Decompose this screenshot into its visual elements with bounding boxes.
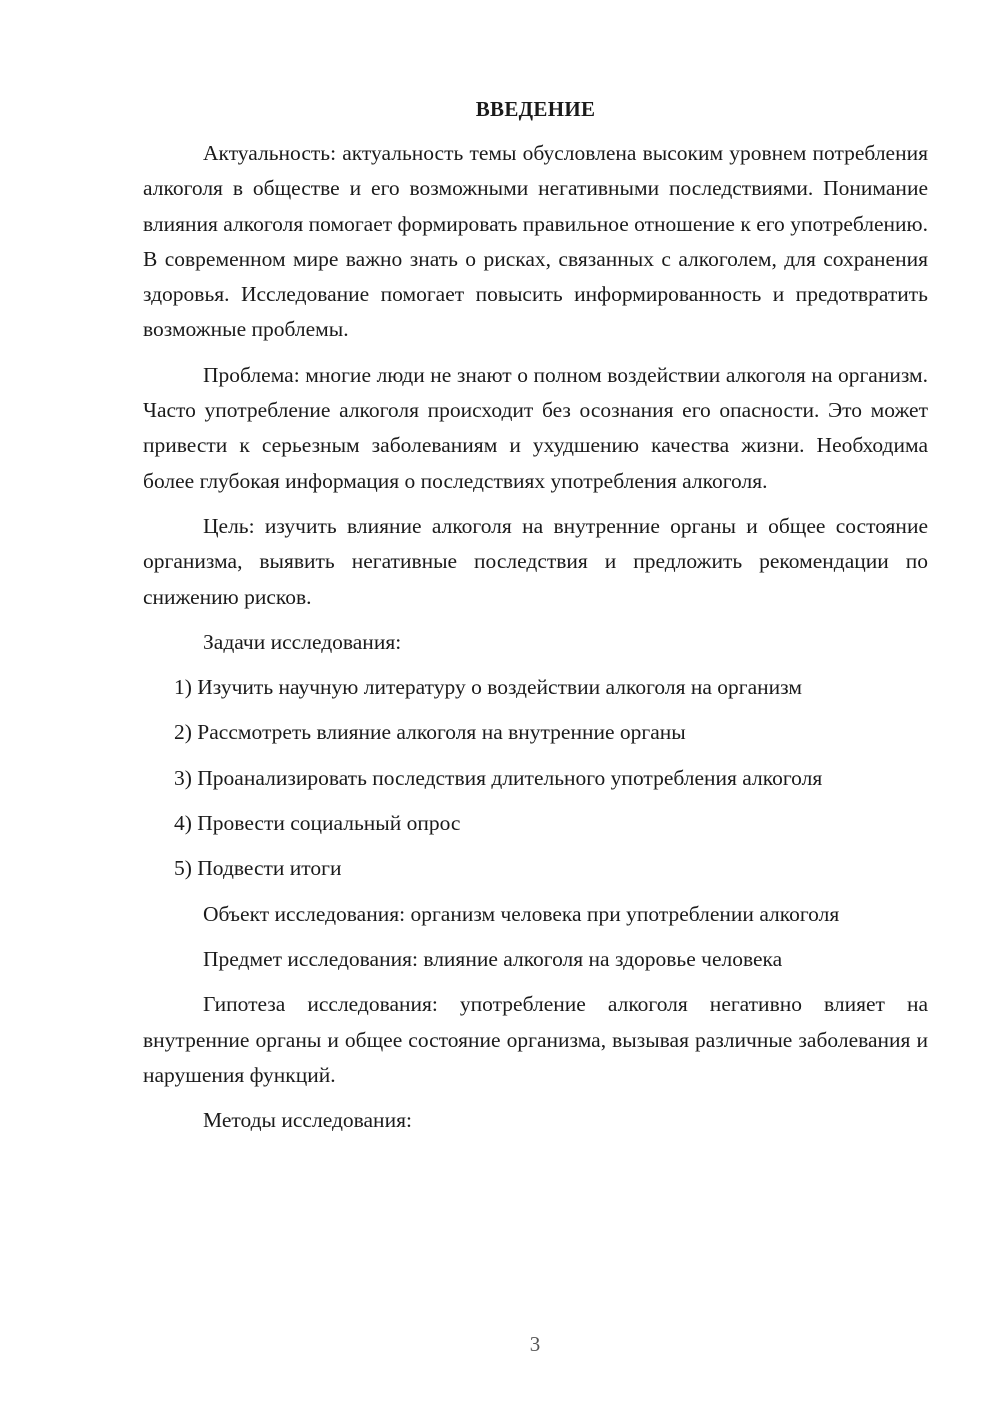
page-title: ВВЕДЕНИЕ: [475, 97, 596, 121]
hypothesis-paragraph: Гипотеза исследования: употребление алкоголя негативно влияет на внутренние органы и общее состояние организма, вызывая различные заболевания и нарушения функций.: [143, 992, 928, 1087]
tasks-heading: Задачи исследования:: [203, 629, 402, 654]
relevance-paragraph: Актуальность: актуальность темы обусловлена высоким уровнем потребления алкоголя в обществе и его возможными негативными последствиями. Понимание влияния алкоголя помогает формировать правильное отношение к его употреблению. В современном мире важно знать о рисках, связанных с алкоголем, для сохранения здоровья. Исследование помогает повысить информированность и предотвратить возможные проблемы.: [143, 141, 928, 342]
goal-paragraph: Цель: изучить влияние алкоголя на внутренние органы и общее состояние организма, выявить негативные последствия и предложить рекомендации по снижению рисков.: [143, 513, 928, 609]
task-item-3: 3) Проанализировать последствия длительного употребления алкоголя: [174, 765, 823, 790]
methods-heading: Методы исследования:: [203, 1108, 412, 1133]
task-item-1: 1) Изучить научную литературу о воздействии алкоголя на организм: [174, 675, 802, 700]
problem-paragraph: Проблема: многие люди не знают о полном воздействии алкоголя на организм. Часто употребление алкоголя происходит без осознания его опасности. Это может привести к серьезным заболеваниям и ухудшению качества жизни. Необходима более глубокая информация о последствиях употребления алкоголя.: [143, 362, 928, 493]
object-paragraph: Объект исследования: организм человека при употреблении алкоголя: [203, 901, 840, 926]
task-item-5: 5) Подвести итоги: [174, 856, 342, 881]
page-number: 3: [529, 1332, 541, 1356]
subject-paragraph: Предмет исследования: влияние алкоголя на здоровье человека: [203, 946, 783, 971]
task-item-2: 2) Рассмотреть влияние алкоголя на внутренние органы: [174, 720, 686, 745]
task-item-4: 4) Провести социальный опрос: [174, 811, 461, 836]
document-page: [143, 90, 928, 1148]
